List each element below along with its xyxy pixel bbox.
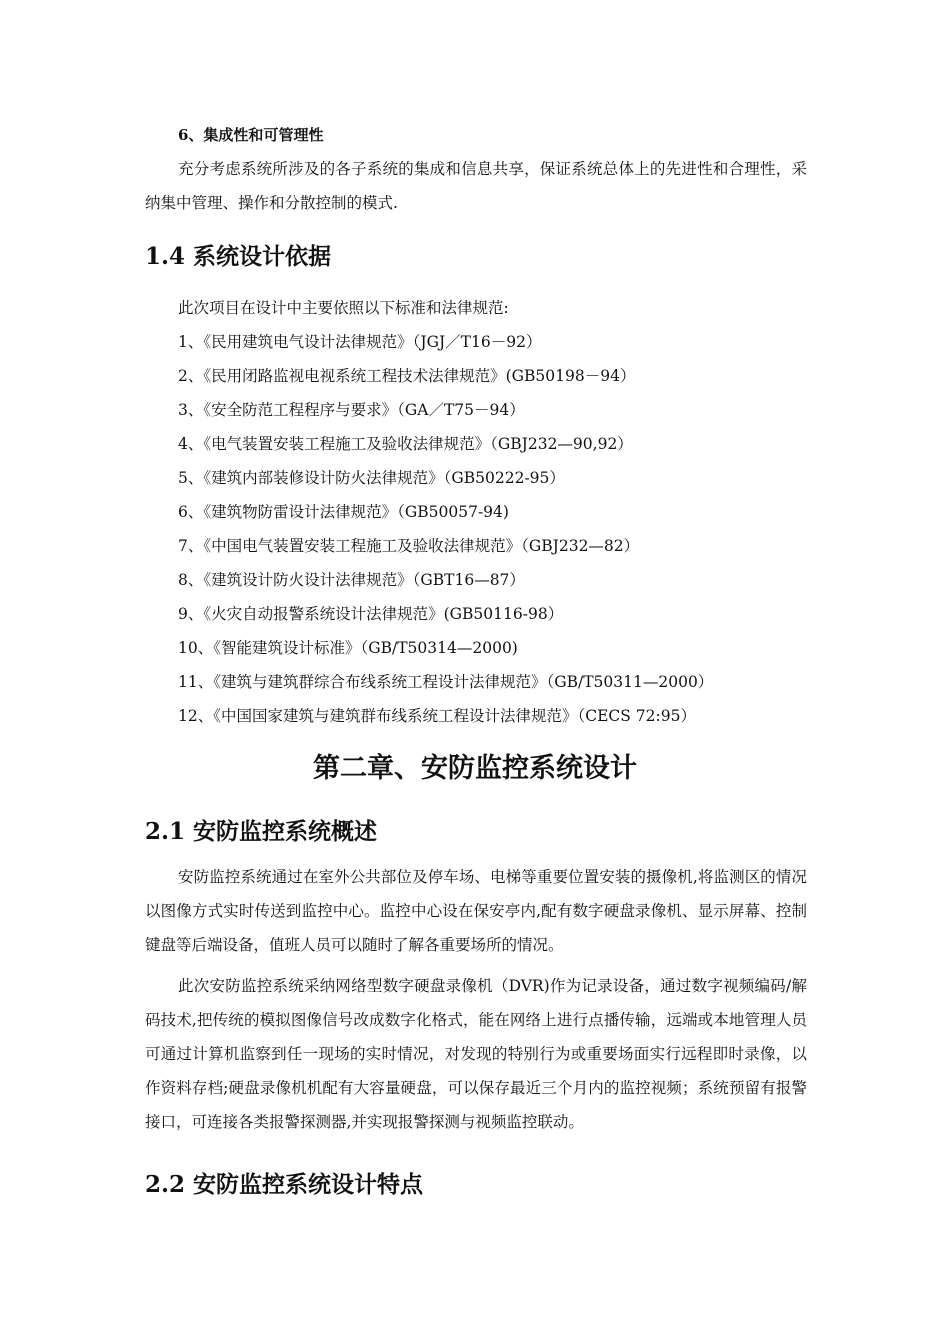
section-6-heading: 6、集成性和可管理性 xyxy=(178,126,324,144)
standards-list xyxy=(178,325,713,733)
list-item: 6、《建筑物防雷设计法律规范》（GB50057-94) xyxy=(178,503,509,521)
list-item: 10、《智能建筑设计标准》（GB/T50314—2000) xyxy=(178,639,518,657)
list-item: 1、《民用建筑电气设计法律规范》（JGJ／T16－92） xyxy=(178,333,542,351)
section-2-2-heading: 2.2 安防监控系统设计特点 xyxy=(145,1171,424,1198)
section-6-text: 充分考虑系统所涉及的各子系统的集成和信息共享，保证系统总体上的先进性和合理性，采纳集中管理、操作和分散控制的模式. xyxy=(145,160,807,212)
list-item: 11、《建筑与建筑群综合布线系统工程设计法律规范》（GB/T50311—2000） xyxy=(178,673,714,691)
list-item: 2、《民用闭路监视电视系统工程技术法律规范》(GB50198－94） xyxy=(178,367,636,385)
list-item: 9、《火灾自动报警系统设计法律规范》(GB50116-98） xyxy=(178,605,564,623)
section-1-4-heading: 1.4 系统设计依据 xyxy=(145,243,332,270)
list-item: 12、《中国国家建筑与建筑群布线系统工程设计法律规范》（CECS 72:95） xyxy=(178,707,696,725)
list-item: 8、《建筑设计防火设计法律规范》（GBT16—87） xyxy=(178,571,525,589)
list-item: 4、《电气装置安装工程施工及验收法律规范》（GBJ232—90,92） xyxy=(178,435,633,453)
section-2-1-para-1: 安防监控系统通过在室外公共部位及停车场、电梯等重要位置安装的摄像机,将监测区的情况以图像方式实时传送到监控中心。监控中心设在保安亭内,配有数字硬盘录像机、显示屏幕、控制键盘等后端设备，值班人员可以随时了解各重要场所的情况。 xyxy=(145,868,807,954)
list-item: 3、《安全防范工程程序与要求》（GA／T75－94） xyxy=(178,401,525,419)
chapter-2-title: 第二章、安防监控系统设计 xyxy=(313,753,637,784)
section-2-1-para-2: 此次安防监控系统采纳网络型数字硬盘录像机（DVR)作为记录设备，通过数字视频编码/解码技术,把传统的模拟图像信号改成数字化格式，能在网络上进行点播传输，远端或本地管理人员可通过计算机监察到任一现场的实时情况，对发现的特别行为或重要场面实行远程即时录像，以作资料存档;硬盘录像机机配有大容量硬盘，可以保存最近三个月内的监控视频；系统预留有报警接口，可连接各类报警探测器,并实现报警探测与视频监控联动。 xyxy=(145,977,807,1131)
section-2-1-heading: 2.1 安防监控系统概述 xyxy=(145,818,378,845)
section-1-4-intro: 此次项目在设计中主要依照以下标准和法律规范: xyxy=(178,299,509,317)
list-item: 7、《中国电气装置安装工程施工及验收法律规范》（GBJ232—82） xyxy=(178,537,640,555)
list-item: 5、《建筑内部装修设计防火法律规范》（GB50222-95） xyxy=(178,469,565,487)
